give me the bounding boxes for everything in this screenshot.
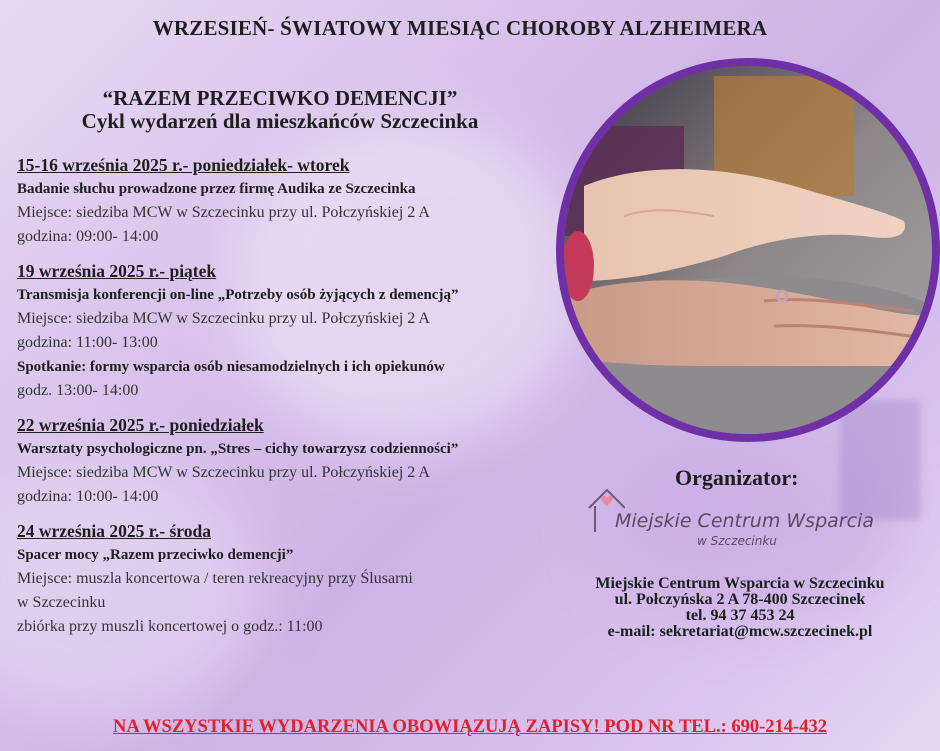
event-series-heading	[20, 87, 540, 133]
event-title: Spacer mocy „Razem przeciwko demencji”	[17, 547, 294, 563]
event-title: Warsztaty psychologiczne pn. „Stres – cichy towarzysz codzienności”	[17, 441, 459, 457]
organizer-email: e-mail: sekretariat@mcw.szczecinek.pl	[607, 623, 873, 640]
event-place: Miejsce: siedziba MCW w Szczecinku przy ul. Połczyńskiej 2 A	[17, 310, 430, 327]
organizer-logo	[585, 484, 885, 554]
event-time: godzina: 10:00- 14:00	[17, 488, 159, 505]
organizer-label: Organizator:	[675, 465, 799, 490]
registration-notice: NA WSZYSTKIE WYDARZENIA OBOWIĄZUJĄ ZAPISY! POD NR TEL.: 690-214-432	[113, 717, 827, 737]
event-title: Transmisja konferencji on-line „Potrzeby osób żyjących z demencją”	[17, 287, 459, 303]
event-time-secondary: godz. 13:00- 14:00	[17, 382, 139, 399]
event-place: Miejsce: muszla koncertowa / teren rekreacyjny przy Ślusarni	[17, 570, 413, 587]
event-title: Badanie słuchu prowadzone przez firmę Audika ze Szczecinka	[17, 181, 416, 197]
logo-name: Miejskie Centrum Wsparcia	[615, 510, 874, 532]
page-title: WRZESIEŃ- ŚWIATOWY MIESIĄC CHOROBY ALZHEIMERA	[152, 16, 768, 40]
organizer-phone: tel. 94 37 453 24	[685, 607, 795, 624]
event-date: 22 września 2025 r.- poniedziałek	[17, 415, 264, 435]
event-date: 19 września 2025 r.- piątek	[17, 261, 217, 281]
event-item	[17, 259, 577, 403]
event-place: Miejsce: siedziba MCW w Szczecinku przy ul. Połczyńskiej 2 A	[17, 464, 430, 481]
logo-city: w Szczecinku	[697, 534, 777, 548]
event-place: Miejsce: siedziba MCW w Szczecinku przy ul. Połczyńskiej 2 A	[17, 204, 430, 221]
event-date: 15-16 września 2025 r.- poniedziałek- wtorek	[17, 155, 350, 175]
event-time: godzina: 09:00- 14:00	[17, 228, 159, 245]
organizer-name: Miejskie Centrum Wsparcia w Szczecinku	[595, 575, 885, 592]
event-list	[17, 153, 577, 649]
event-date: 24 września 2025 r.- środa	[17, 521, 211, 541]
organizer-address: ul. Połczyńska 2 A 78-400 Szczecinek	[614, 591, 866, 608]
event-place-continued: w Szczecinku	[17, 594, 106, 611]
event-time: zbiórka przy muszli koncertowej o godz.: 11:00	[17, 618, 323, 635]
event-time: godzina: 11:00- 13:00	[17, 334, 158, 351]
event-item	[17, 413, 577, 509]
event-item	[17, 153, 577, 249]
event-series-name: “RAZEM PRZECIWKO DEMENCJI”	[102, 86, 458, 110]
event-item	[17, 519, 577, 639]
organizer-contact	[540, 576, 940, 640]
holding-hands-illustration	[564, 66, 932, 434]
event-series-description: Cykl wydarzeń dla mieszkańców Szczecinka	[81, 109, 479, 133]
event-title-secondary: Spotkanie: formy wsparcia osób niesamodzielnych i ich opiekunów	[17, 359, 445, 375]
holding-hands-photo	[556, 58, 940, 442]
